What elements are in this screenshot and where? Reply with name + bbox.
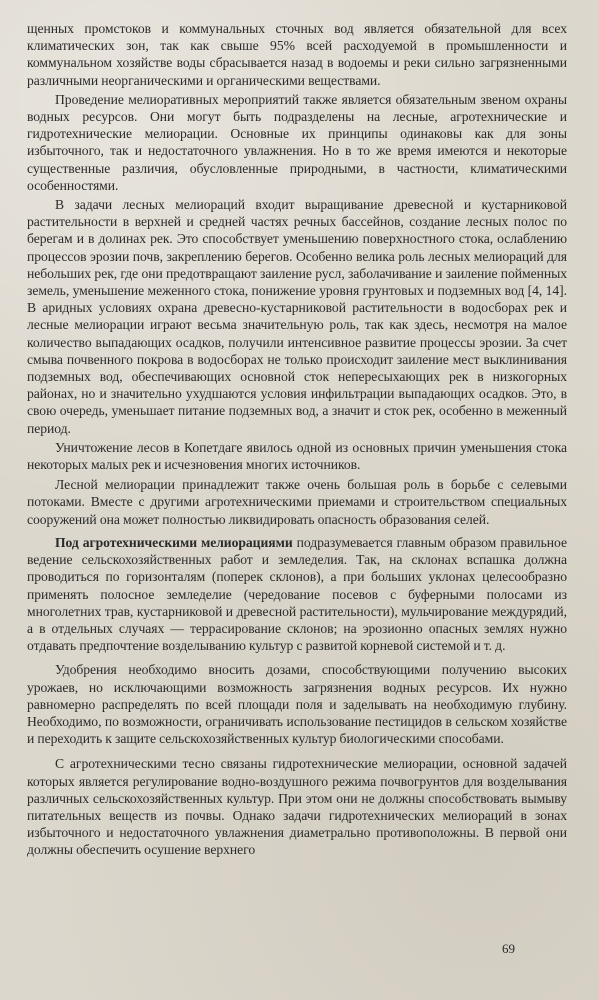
paragraph-3: В задачи лесных мелиораций входит выращивание древесной и кустарниковой растительности в верхней и средней частях речных бассейнов, создание лесных полос по берегам и в долинах рек. Это способствует уменьшению поверхностного стока, ослаблению процессов эрозии почв, закреплению берегов. Особенно велика роль лесных мелиораций для небольших рек, где они предотвращают заиление русл, заболачивание и заиление пойменных земель, уменьшение меженного стока, понижение уровня грунтовых и подземных вод [4, 14]. В аридных условиях охрана древесно-кустарниковой растительности в водосборах рек и лесные мелиорации играют весьма значительную роль, так как здесь, несмотря на малое количество выпадающих осадков, получили интенсивное развитие процессы эрозии. За счет смыва почвенного покрова в водосборах не только происходит заиление мест выклинивания подземных вод, обеспечивающих основной сток непересыхающих рек в низкогорных районах, но и значительно ухудшаются условия инфильтрации выпадающих осадков. Это, в свою очередь, уменьшает питание подземных вод, а значит и сток рек, особенно в меженный период. <box>27 197 567 436</box>
page-number: 69 <box>502 941 515 956</box>
paragraph-6-lead: Под агротехническими мелиорациями <box>55 534 293 550</box>
document-body <box>27 20 567 859</box>
paragraph-1: щенных промстоков и коммунальных сточных вод является обязательной для всех климатических зон, так как свыше 95% всей расходуемой в промышленности и коммунальном хозяйстве воды сбрасывается назад в водоемы и реки сильно загрязненными различными неорганическими и органическими веществами. <box>27 21 567 88</box>
paragraph-7: Удобрения необходимо вносить дозами, способствующими получению высоких урожаев, но исключающими возможность загрязнения водных ресурсов. Их нужно равномерно распределять по всей площади поля и заделывать на необходимую глубину. Необходимо, по возможности, ограничивать использование пестицидов в сельском хозяйстве и переходить к защите сельскохозяйственных культур биологическими способами. <box>27 662 567 747</box>
paragraph-2: Проведение мелиоративных мероприятий также является обязательным звеном охраны водных ресурсов. Они могут быть подразделены на лесные, агротехнические и гидротехнические мелиорации. Основные их принципы одинаковы как для зоны избыточного, так и недостаточного увлажнения. Но в то же время имеются и некоторые существенные различия, обусловленные природными, в частности, климатическими особенностями. <box>27 91 567 193</box>
paragraph-5: Лесной мелиорации принадлежит также очень большая роль в борьбе с селевыми потоками. Вместе с другими агротехническими приемами и строительством специальных сооружений она может полностью ликвидировать опасность образования селей. <box>27 477 567 527</box>
paragraph-8: С агротехническими тесно связаны гидротехнические мелиорации, основной задачей которых является регулирование водно-воздушного режима почвогрунтов для возделывания различных сельскохозяйственных культур. При этом они не должны способствовать вымыву питательных веществ из почвы. Однако задачи гидротехнических мелиораций в зонах избыточного и недостаточного увлажнения диаметрально противоположны. В первой они должны обеспечить осушение верхнего <box>27 756 567 858</box>
paragraph-4: Уничтожение лесов в Копетдаге явилось одной из основных причин уменьшения стока некоторых малых рек и исчезновения многих источников. <box>27 439 567 473</box>
paragraph-6 <box>27 534 567 654</box>
paragraph-6-text: подразумевается главным образом правильное ведение сельскохозяйственных работ и земледелия. Так, на склонах вспашка должна проводиться по горизонталям (поперек склонов), а при больших уклонах целесообразно применять полосное земледелие (чередование посевов с буферными полосами из многолетних трав, кустарниковой и древесной растительности), мульчирование междурядий, а в отдельных случаях — террасирование склонов; на эрозионно опасных землях нужно отдавать предпочтение возделыванию культур с развитой корневой системой и т. д. <box>27 534 567 654</box>
